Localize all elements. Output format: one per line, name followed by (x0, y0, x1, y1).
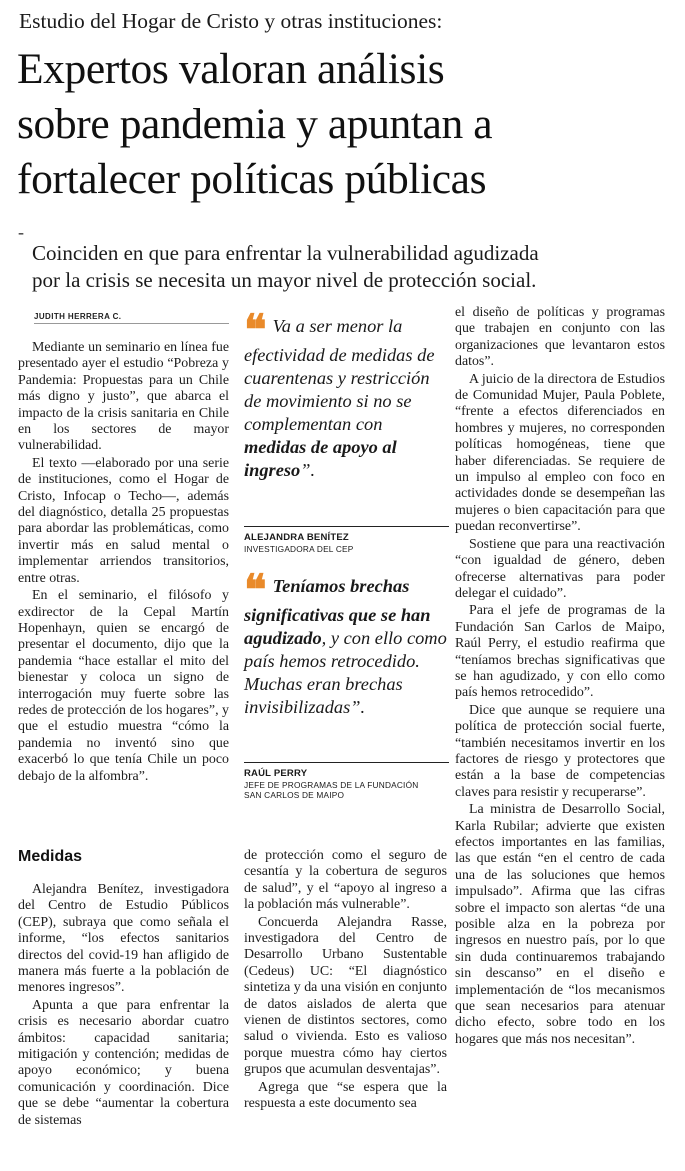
attribution-perry (244, 768, 449, 800)
paragraph: Agrega que “se espera que la respuesta a este documento sea (244, 1079, 447, 1112)
attribution-role: JEFE DE PROGRAMAS DE LA FUNDACIÓN (244, 780, 419, 790)
subhead-medidas: Medidas (18, 848, 83, 865)
quote-text: , y con ello como país hemos retrocedido. Muchas eran brechas invisibilizadas”. (244, 628, 447, 717)
attribution-name: ALEJANDRA BENÍTEZ (244, 532, 349, 543)
column-1-continued (18, 882, 229, 1130)
paragraph: Sostiene que para una reactivación “con igualdad de género, deben ofrecerse alternativas para poder delegar el cuidado”. (455, 536, 665, 601)
quote-bold: medidas de apoyo al ingreso (244, 437, 397, 480)
paragraph: el diseño de políticas y programas que trabajen en conjunto con las organizaciones que levantaron estos datos”. (455, 305, 665, 370)
headline (17, 42, 677, 207)
quote-end: ”. (300, 460, 316, 480)
pull-quote-perry (244, 565, 448, 719)
column-1 (18, 340, 229, 786)
attribution-role: INVESTIGADORA DEL CEP (244, 544, 354, 554)
quote-bold: Teníamos brechas significativas que se han agudizado (244, 576, 431, 648)
attribution-name: RAÚL PERRY (244, 768, 308, 779)
kicker: Estudio del Hogar de Cristo y otras instituciones: (19, 9, 443, 33)
quote-mark-icon: ❝ (244, 305, 267, 354)
paragraph: En el seminario, el filósofo y exdirector de la Cepal Martín Hopenhayn, quien se encargó de presentar el documento, dijo que la pandemia “hace estallar el mito del bienestar y coloca un signo de interrogación muy fuerte sobre las redes de protección de los hogares”, y que el estudio muestra “cómo la pandemia no inventó sino que exacerbó lo que tenía Chile un poco debajo de la alfombra”. (18, 588, 229, 784)
byline: JUDITH HERRERA C. (34, 312, 122, 321)
paragraph: Concuerda Alejandra Rasse, investigadora del Centro de Desarrollo Urbano Sustentable (Cedeus) UC: “El diagnóstico sintetiza y da una visión en conjunto de datos aislados de alerta que vienen de distintos sectores, como salud o vivienda. Esto es valioso porque muestra cómo hay ciertos grupos que acumulan desventajas”. (244, 914, 447, 1078)
paragraph: A juicio de la directora de Estudios de Comunidad Mujer, Paula Poblete, “frente a efectos diferenciados en hombres y mujeres, no corresponden políticas homogéneas, tiene que haber diferenciadas. Se requiere de un impulso al empleo con foco en actividades donde se desempeñan las mujeres o bien capacitación para que puedan reconvertirse”. (455, 371, 665, 535)
quote-rule (244, 762, 449, 763)
deck-line: Coinciden en que para enfrentar la vulnerabilidad agudizada (32, 241, 539, 265)
deck-line: por la crisis se necesita un mayor nivel de protección social. (32, 268, 537, 292)
quote-rule (244, 526, 449, 527)
paragraph: El texto —elaborado por una serie de instituciones, como el Hogar de Cristo, Infocap o Techo—, además del diagnóstico, detalla 25 propuestas para abordar las problemáticas, como invertir más en salud mental o implementar arriendos transitorios, entre otras. (18, 455, 229, 586)
paragraph: Para el jefe de programas de la Fundación San Carlos de Maipo, Raúl Perry, el estudio reafirma que “teníamos brechas significativas que se han agudizado, y con ello como país hemos retrocedido”. (455, 603, 665, 701)
deck (32, 240, 672, 294)
paragraph: Alejandra Benítez, investigadora del Centro de Estudio Públicos (CEP), subraya que como señala el informe, “los efectos sanitarios directos del covid-19 han afligido de manera más fuerte a la población de menores ingresos”. (18, 882, 229, 996)
headline-line: sobre pandemia y apuntan a (17, 100, 493, 148)
pull-quote-benitez (244, 305, 448, 482)
dash-mark: - (18, 222, 24, 242)
paragraph: Mediante un seminario en línea fue presentado ayer el estudio “Pobreza y Pandemia: Propuestas para un Chile más digno y justo”, que abarca el impacto de la crisis sanitaria en Chile en los sectores de mayor vulnerabilidad. (18, 340, 229, 454)
paragraph: de protección como el seguro de cesantía y la cobertura de seguros de salud”, y el “apoyo al ingreso a la población más vulnerable”. (244, 848, 447, 913)
quote-text: Va a ser menor la efectividad de medidas de cuarentenas y restricción de movimiento si no se complementan con (244, 316, 435, 434)
paragraph: La ministra de Desarrollo Social, Karla Rubilar; advierte que existen efectos importantes en las familias, las que están “en el centro de cada una de las soluciones que hemos impulsado”. Afirma que las cifras sobre el impacto son alertas “de una posible alza en la pobreza por ingresos en nuestro país, por lo que sin duda continuaremos trabajando sin descanso” en el diseño e implementación de “los mecanismos que sean necesarios para atenuar dicho efecto, sobre todo en los hogares que más nos necesitan”. (455, 802, 665, 1047)
headline-line: Expertos valoran análisis (17, 45, 445, 93)
headline-line: fortalecer políticas públicas (17, 155, 487, 203)
quote-mark-icon: ❝ (244, 565, 267, 614)
paragraph: Apunta a que para enfrentar la crisis es necesario abordar cuatro ámbitos: capacidad sanitaria; mitigación y contención; medidas de apoyo económico; y buena comunicación y coordinación. Dice que se debe “aumentar la cobertura de sistemas (18, 997, 229, 1128)
byline-rule (34, 323, 229, 324)
column-2 (244, 848, 447, 1114)
attribution-benitez (244, 532, 449, 554)
column-3 (455, 305, 665, 1049)
paragraph: Dice que aunque se requiere una política de protección social fuerte, “también necesitamos invertir en los factores de riesgo y protectores que están a la base de competencias claves para resistir y recuperarse”. (455, 702, 665, 800)
attribution-role: SAN CARLOS DE MAIPO (244, 790, 345, 800)
